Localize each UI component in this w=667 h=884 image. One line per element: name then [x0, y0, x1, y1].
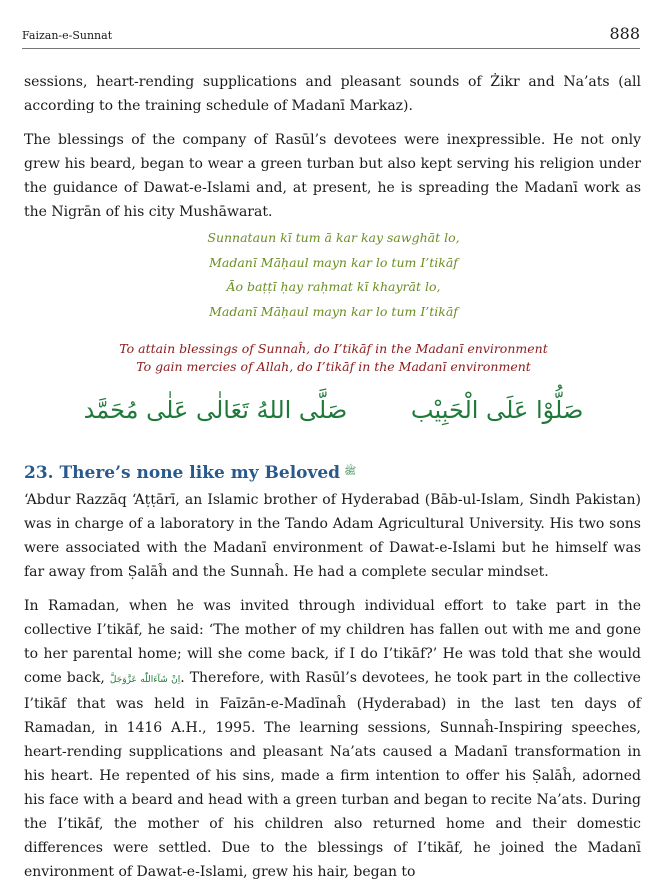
paragraph-4	[24, 594, 641, 884]
paragraph-4-part-2: . Therefore, with Rasūl’s devotees, he took part in the collective I’tikāf that was held in Faīzān-e-Madīnaĥ (Hyderabad) in the last ten days of Ramadan, in 1416 A.H., 1995. The learning sessions, Sunnaĥ-Inspiring speeches, heart-rending supplications and pleasant Na’ats caused a Madanī transformation in his heart. He repented of his sins, made a firm intention to offer his Ṣalāĥ, adorned his face with a beard and head with a green turban and began to recite Na’ats. During the I’tikāf, the mother of his children also returned home and their domestic differences were settled. Due to the blessings of I’tikāf, he joined the Madanī environment of Dawat-e-Islami, grew his hair, began to	[24, 670, 641, 880]
translation-line-2: To gain mercies of Allah, do I’tikāf in the Madanī environment	[136, 359, 531, 374]
section-heading	[24, 460, 356, 485]
honorific-symbol: ﷺ	[344, 466, 357, 477]
paragraph-2: The blessings of the company of Rasūl’s devotees were inexpressible. He not only grew his beard, began to wear a green turban but also kept serving his religion under the guidance of Dawat-e-Islami and, at present, he is spreading the Madanī work as the Nigrān of his city Mushāwarat.	[24, 132, 641, 220]
running-header	[22, 22, 640, 49]
paragraph-3: ‘Abdur Razzāq ‘Aṭṭārī, an Islamic brother of Hyderabad (Bāb-ul-Islam, Sindh Pakistan) was in charge of a laboratory in the Tando Adam Agricultural University. His two sons were associated with the Madanī environment of Dawat-e-Islami but he himself was far away from Ṣalāĥ and the Sunnaĥ. He had a complete secular mindset.	[24, 492, 641, 580]
verse-line-1: Sunnataun kī tum ā kar kay sawghāt lo,	[207, 230, 460, 245]
section-heading-text: 23. There’s none like my Beloved	[24, 463, 341, 483]
verse-line-4: Madanī Māḥaul mayn kar lo tum I’tikāf	[209, 304, 458, 319]
inshallah-phrase: اِنْ شَآءَاللّٰه عَزَّوَجَلَّ	[109, 675, 181, 685]
book-title: Faizan-e-Sunnat	[22, 29, 113, 42]
page-number: 888	[609, 24, 640, 43]
verse-line-2: Madanī Māḥaul mayn kar lo tum I’tikāf	[209, 255, 458, 270]
translation-line-1: To attain blessings of Sunnaĥ, do I’tikāf in the Madanī environment	[119, 341, 548, 356]
salat-left: صَلَّى اللهُ تَعَالٰى عَلٰى مُحَمَّد	[83, 396, 348, 424]
paragraph-1: sessions, heart-rending supplications and pleasant sounds of Żikr and Na’ats (all according to the training schedule of Madanī Markaz).	[24, 74, 641, 114]
salat-right: صَلُّوْا عَلَى الْحَبِيْب	[410, 396, 584, 424]
salat-calligraphy	[0, 388, 667, 432]
paragraph-4-part-1: In Ramadan, when he was invited through individual effort to take part in the collective I’tikāf, he said: ‘The mother of my children has fallen out with me and gone to her parental home; will she come back, if I do I’tikāf?’ He was told that she would come back,	[24, 598, 641, 686]
verse-line-3: Āo baṭṭī ḥay raḥmat kī khayrāt lo,	[226, 279, 441, 294]
